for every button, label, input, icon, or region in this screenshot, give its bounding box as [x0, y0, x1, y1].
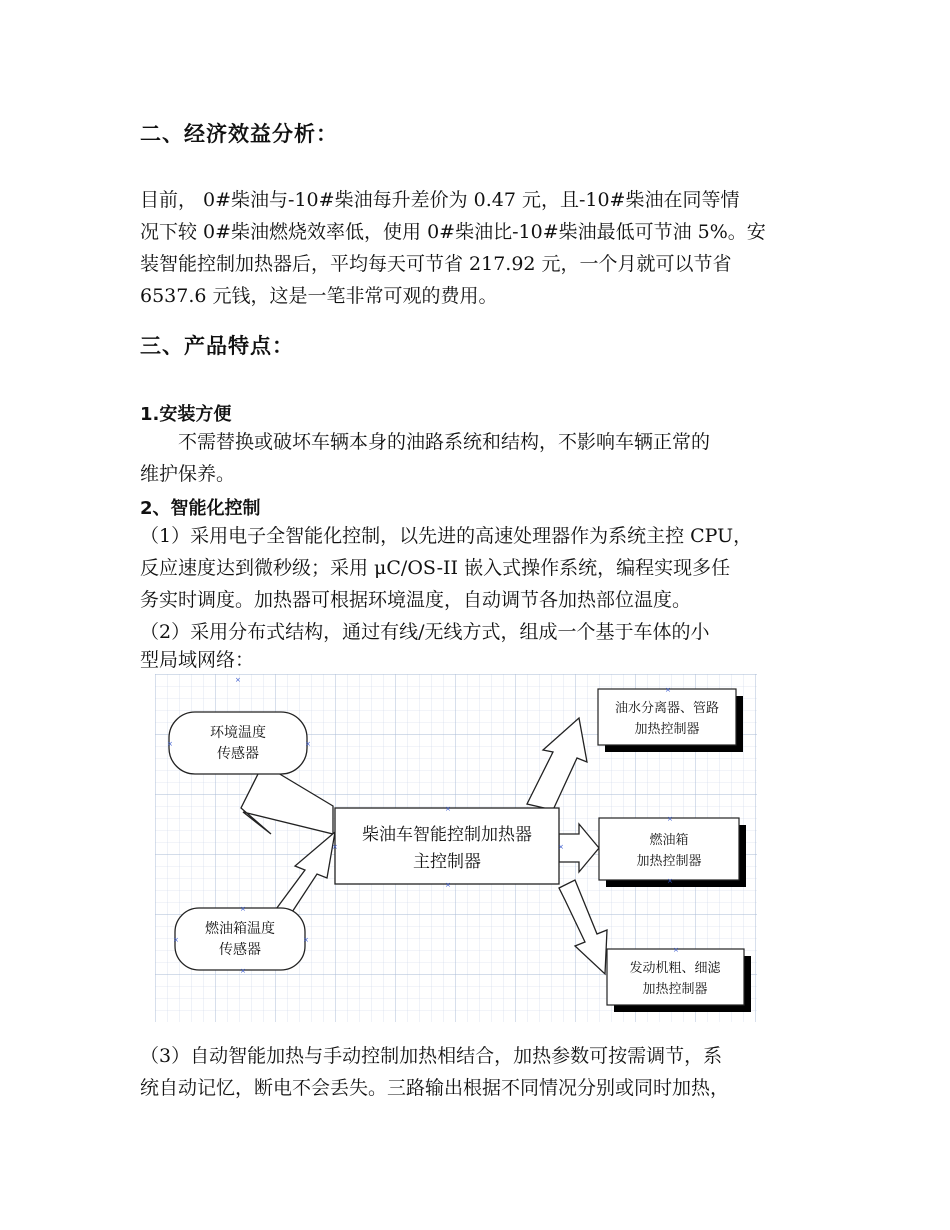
- svg-text:×: ×: [445, 805, 451, 813]
- tank-sensor-label-line1: 燃油箱温度: [205, 921, 275, 937]
- svg-text:×: ×: [665, 686, 671, 694]
- paragraph-line: （1）采用电子全智能化控制，以先进的高速处理器作为系统主控 CPU，: [140, 525, 753, 547]
- tank-sensor-label-line2: 传感器: [219, 942, 261, 958]
- paragraph-line: 不需替换或破坏车辆本身的油路系统和结构，不影响车辆正常的: [178, 431, 711, 453]
- paragraph-line: 反应速度达到微秒级；采用 μC/OS-II 嵌入式操作系统，编程实现多任: [140, 557, 731, 579]
- paragraph-line: 6537.6 元钱，这是一笔非常可观的费用。: [140, 285, 498, 307]
- env-sensor-box: [169, 712, 307, 774]
- water-separator-label-line2: 加热控制器: [634, 722, 700, 737]
- svg-text:×: ×: [332, 843, 338, 851]
- svg-text:×: ×: [305, 740, 311, 748]
- paragraph-line: 况下较 0#柴油燃烧效率低，使用 0#柴油比-10#柴油最低可节油 5%。安: [140, 221, 766, 243]
- svg-text:×: ×: [303, 936, 309, 944]
- main-controller-box: [335, 808, 559, 884]
- paragraph-line: （2）采用分布式结构，通过有线/无线方式，组成一个基于车体的小: [140, 621, 710, 643]
- paragraph-line: 目前， 0#柴油与-10#柴油每升差价为 0.47 元，且-10#柴油在同等情: [140, 189, 740, 211]
- main-controller-label-line1: 柴油车智能控制加热器: [362, 825, 532, 845]
- paragraph-line: 维护保养。: [140, 463, 236, 485]
- svg-text:×: ×: [667, 815, 673, 823]
- engine-filter-label-line2: 加热控制器: [642, 982, 708, 997]
- water-separator-label-line1: 油水分离器、管路: [614, 701, 720, 716]
- section-heading-economic: 二、经济效益分析：: [140, 122, 338, 146]
- fuel-tank-ctrl-label-line1: 燃油箱: [649, 833, 689, 848]
- engine-filter-label-line1: 发动机粗、细滤: [629, 961, 721, 976]
- feature-title-install: 1.安装方便: [140, 404, 232, 425]
- svg-text:×: ×: [240, 967, 246, 975]
- svg-text:×: ×: [667, 877, 673, 885]
- svg-text:×: ×: [240, 905, 246, 913]
- paragraph-line: 务实时调度。加热器可根据环境温度，自动调节各加热部位温度。: [140, 589, 692, 611]
- fuel-tank-controller-box: [599, 818, 739, 880]
- svg-text:×: ×: [558, 843, 564, 851]
- paragraph-line: 统自动记忆，断电不会丢失。三路输出根据不同情况分别或同时加热，: [140, 1077, 730, 1099]
- feature-title-smart-control: 2、智能化控制: [140, 498, 261, 519]
- main-controller-label-line2: 主控制器: [413, 852, 481, 872]
- svg-text:×: ×: [235, 676, 241, 684]
- tank-sensor-box: [175, 908, 305, 970]
- paragraph-line: （3）自动智能加热与手动控制加热相结合，加热参数可按需调节，系: [140, 1045, 723, 1067]
- env-sensor-label-line1: 环境温度: [210, 725, 266, 741]
- fuel-tank-ctrl-label-line2: 加热控制器: [636, 854, 702, 869]
- paragraph-line: 型局域网络：: [140, 649, 255, 671]
- env-sensor-label-line2: 传感器: [217, 746, 259, 762]
- svg-text:×: ×: [173, 936, 179, 944]
- svg-text:×: ×: [167, 740, 173, 748]
- svg-text:×: ×: [445, 881, 451, 889]
- paragraph-line: 装智能控制加热器后，平均每天可节省 217.92 元，一个月就可以节省: [140, 253, 732, 275]
- section-heading-features: 三、产品特点：: [140, 334, 294, 358]
- svg-text:×: ×: [673, 946, 679, 954]
- network-diagram: [155, 674, 757, 1022]
